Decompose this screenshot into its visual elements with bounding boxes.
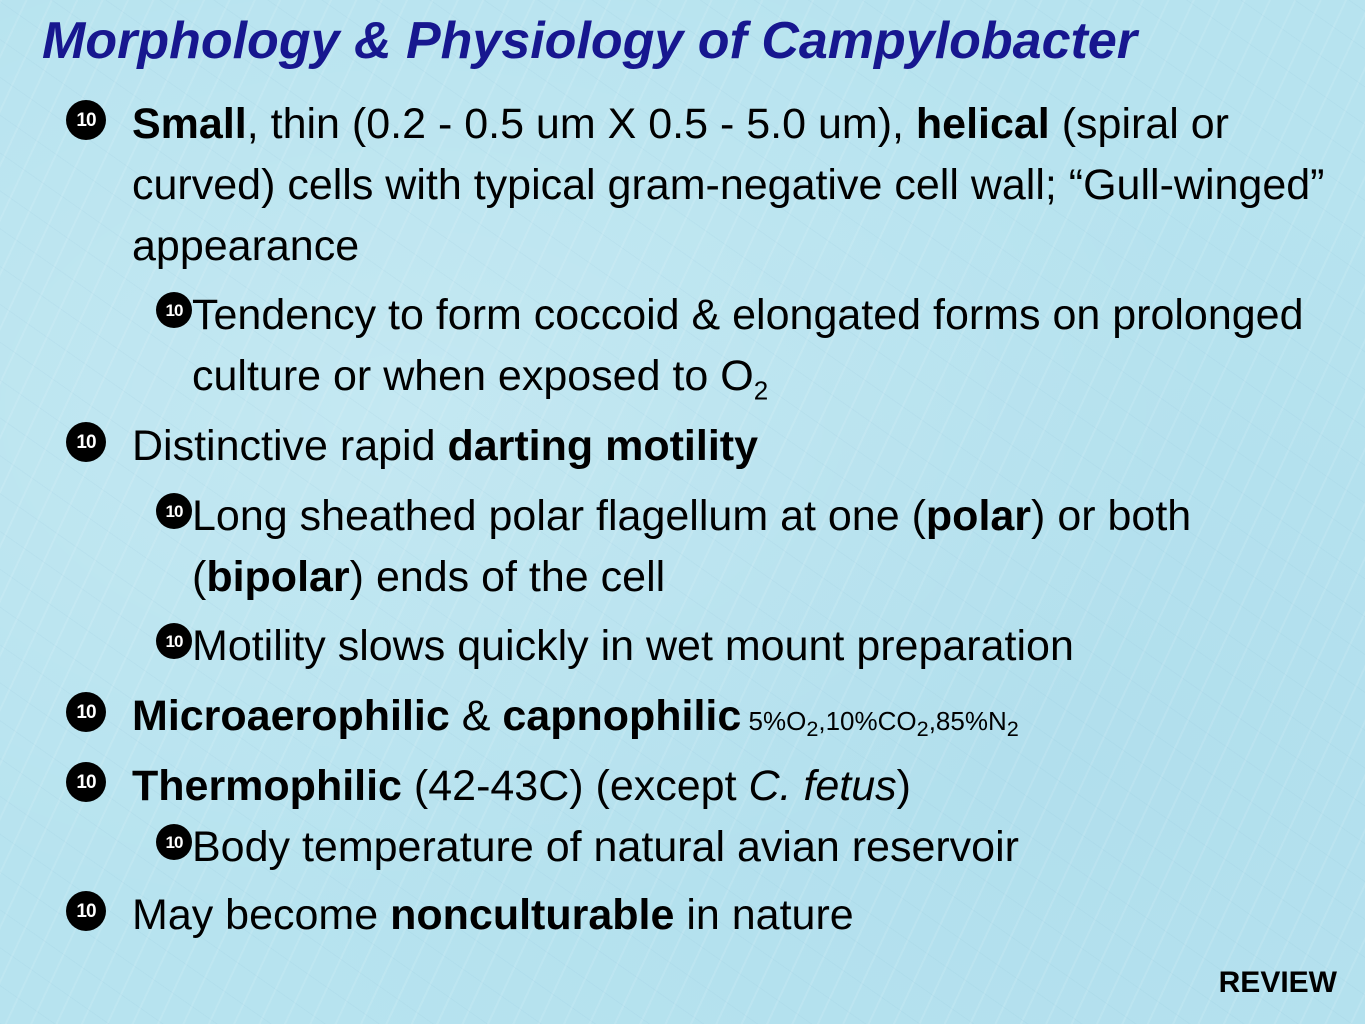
subscript: 2 (753, 375, 769, 406)
gas-n2: ,85%N (928, 706, 1007, 736)
text-bold: nonculturable (390, 891, 675, 939)
gas-o2: 5%O (741, 706, 807, 736)
sub-bullet-item-coccoid (165, 285, 1357, 422)
text-bold: capnophilic (502, 692, 742, 740)
text: Tendency to form coccoid & elongated forms on prolonged culture or when exposed to O (192, 291, 1304, 400)
sub-bullet-icon: 10 (156, 292, 192, 328)
sub-bullet-item-flagellum (165, 486, 1357, 608)
gas-co2: ,10%CO (818, 706, 917, 736)
sub-bullet-icon: 10 (156, 623, 192, 659)
bullet-item-thermophilic (76, 756, 1357, 817)
text: (42-43C) (except (401, 762, 749, 810)
bullet-icon: 10 (66, 891, 106, 931)
text: , thin (0.2 - 0.5 um X 0.5 - 5.0 um), (246, 100, 916, 148)
sub-bullet-icon: 10 (156, 824, 192, 860)
text: ) or both ( (192, 492, 1192, 601)
bullet-icon: 10 (66, 100, 106, 140)
bullet-item-microaerophilic (76, 686, 1357, 759)
text-bold: Thermophilic (132, 762, 402, 810)
text-bold: bipolar (206, 553, 350, 601)
text: Body temperature of natural avian reservoir (192, 823, 1019, 871)
subscript: 2 (806, 716, 819, 742)
review-label: REVIEW (1218, 966, 1337, 999)
bullet-item-small-helical (76, 94, 1357, 277)
bullet-item-motility (76, 416, 1357, 477)
bullet-icon: 10 (66, 422, 106, 462)
sub-bullet-item-wet-mount (165, 616, 1357, 677)
text: ) ends of the cell (349, 553, 666, 601)
text-bold: polar (925, 492, 1032, 540)
subscript: 2 (1006, 716, 1019, 742)
text: Motility slows quickly in wet mount preparation (192, 622, 1074, 670)
bullet-icon: 10 (66, 692, 106, 732)
bullet-item-nonculturable (76, 885, 1357, 946)
text-italic: C. fetus (748, 762, 897, 810)
text: in nature (674, 891, 854, 939)
text-bold: darting motility (447, 422, 759, 470)
subscript: 2 (916, 716, 929, 742)
text-bold: Microaerophilic (132, 692, 450, 740)
text: May become (132, 891, 391, 939)
gas-mix (741, 706, 1019, 742)
text: Long sheathed polar flagellum at one ( (192, 492, 926, 540)
text-bold: helical (915, 100, 1050, 148)
sub-bullet-item-avian-reservoir (165, 817, 1357, 878)
text: ) (896, 762, 911, 810)
sub-bullet-icon: 10 (156, 493, 192, 529)
bullet-icon: 10 (66, 762, 106, 802)
text-bold: Small (132, 100, 247, 148)
slide-title: Morphology & Physiology of Campylobacter (42, 12, 1137, 70)
text: & (449, 692, 503, 740)
text: (spiral or curved) cells with typical gram-negative cell wall; “Gull-winged” appearance (132, 100, 1325, 270)
text: Distinctive rapid (132, 422, 448, 470)
